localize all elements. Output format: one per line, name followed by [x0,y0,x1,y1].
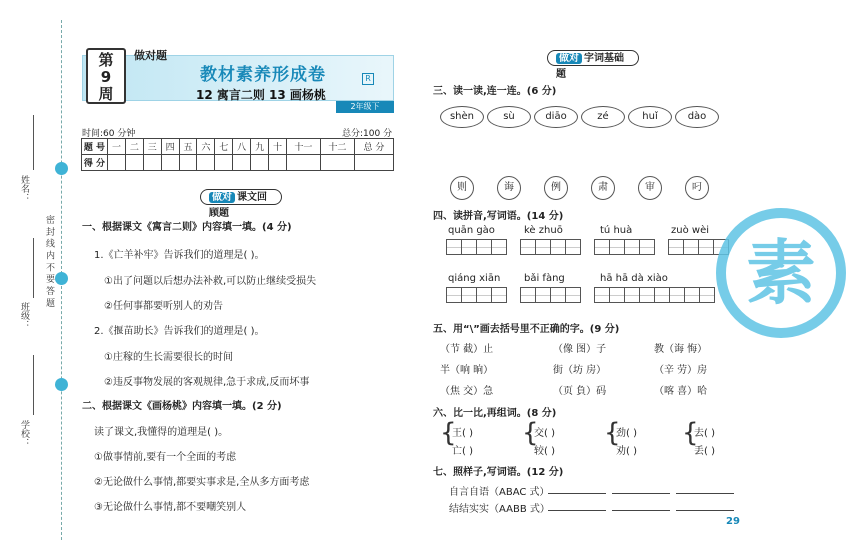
char-circle[interactable]: 例 [544,176,568,200]
pinyin-label: tú huà [600,225,633,236]
seal-text: 密 封 线 内 不 要 答 题 [44,215,54,308]
choice-item[interactable]: （页 負）码 [553,386,607,397]
answer-line[interactable] [548,510,606,511]
pinyin-oval[interactable]: shèn [440,106,484,128]
question-1-1[interactable]: 1.《亡羊补牢》告诉我们的道理是( )。 [94,250,265,261]
binding-hole [55,378,68,391]
table-cell: 一 [108,139,126,155]
choice-item[interactable]: 教（诲 悔） [654,344,708,355]
char-circle[interactable]: 则 [450,176,474,200]
choice-item[interactable]: （辛 劳）房 [654,365,708,376]
table-cell: 九 [251,139,269,155]
brand-logo: 做对题 [134,49,167,62]
option: ①庄稼的生长需要很长的时间 [104,352,233,363]
writing-grid[interactable] [446,287,506,303]
pinyin-oval[interactable]: zé [581,106,625,128]
class-line [33,238,34,298]
school-line [33,355,34,415]
choice-item[interactable]: （焦 交）急 [440,386,494,397]
edition-badge: R [362,73,374,85]
score-input[interactable] [179,155,197,171]
example-aabb: 结结实实（AABB 式） [449,504,550,515]
choice-item[interactable]: （喀 喜）哈 [654,386,708,397]
table-cell: 题 号 [82,139,108,155]
question-1-title: 一、根据课文《寓言二则》内容填一填。(4 分) [82,222,292,233]
table-row [82,155,394,171]
pinyin-label: kè zhuō [524,225,563,236]
pinyin-label: bǎi fàng [524,273,565,284]
writing-grid[interactable] [594,287,714,303]
compare-input[interactable]: 劲( ) [616,428,637,439]
compare-input[interactable]: 去( ) [694,428,715,439]
table-cell: 四 [161,139,179,155]
char-circle[interactable]: 诲 [497,176,521,200]
section-banner-basics: 做对 字词基础题 [547,50,639,66]
pinyin-oval[interactable]: sù [487,106,531,128]
compare-input[interactable]: 王( ) [452,428,473,439]
answer-line[interactable] [612,510,670,511]
answer-line[interactable] [548,493,606,494]
option: ②任何事都要听别人的劝告 [104,301,223,312]
choice-item[interactable]: 半（响 晌） [440,365,494,376]
writing-grid[interactable] [446,239,506,255]
brace: { [682,418,699,448]
score-input[interactable] [161,155,179,171]
table-row [82,139,394,155]
watermark-stamp: 素 [716,208,846,338]
table-cell: 八 [233,139,251,155]
score-input[interactable] [286,155,320,171]
char-circle[interactable]: 肃 [591,176,615,200]
option: ③无论做什么事情,都不要嘲笑别人 [94,502,247,513]
class-label: 班级： [19,302,29,329]
question-2-title: 二、根据课文《画杨桃》内容填一填。(2 分) [82,401,282,412]
page-number: 29 [726,516,740,527]
question-4-title: 四、读拼音,写词语。(14 分) [433,211,564,222]
writing-grid[interactable] [520,239,580,255]
brace: { [604,418,621,448]
binding-hole [55,162,68,175]
compare-input[interactable]: 劝( ) [616,446,637,457]
score-input[interactable] [320,155,354,171]
answer-line[interactable] [676,493,734,494]
score-input[interactable] [197,155,215,171]
table-cell: 十二 [320,139,354,155]
option: ①出了问题以后想办法补救,可以防止继续受损失 [104,276,317,287]
week-badge: 第 9 周 [86,48,126,104]
score-input[interactable] [354,155,393,171]
binding-hole [55,272,68,285]
table-cell: 六 [197,139,215,155]
table-cell: 七 [215,139,233,155]
score-input[interactable] [108,155,126,171]
option: ②违反事物发展的客观规律,急于求成,反而坏事 [104,377,310,388]
pinyin-label: zuò wèi [671,225,709,236]
score-input[interactable] [143,155,161,171]
table-cell: 得 分 [82,155,108,171]
pinyin-label: quān gào [448,225,495,236]
question-3-title: 三、读一读,连一连。(6 分) [433,86,557,97]
writing-grid[interactable] [594,239,654,255]
option: ②无论做什么事情,都要实事求是,全从多方面考虑 [94,477,310,488]
page-title: 教材素养形成卷 [200,65,326,85]
pinyin-label: qiáng xiān [448,273,501,284]
compare-input[interactable]: 较( ) [534,446,555,457]
table-cell: 十 [269,139,287,155]
example-abac: 自言自语（ABAC 式） [449,487,550,498]
school-label: 学校： [19,420,29,447]
table-cell: 二 [125,139,143,155]
score-table [81,138,394,171]
total-info: 总分:100 分 [342,129,393,139]
choice-item[interactable]: （节 截）止 [440,344,494,355]
score-input[interactable] [233,155,251,171]
answer-line[interactable] [676,510,734,511]
pinyin-oval[interactable]: diāo [534,106,578,128]
table-cell: 总 分 [354,139,393,155]
writing-grid[interactable] [520,287,580,303]
score-input[interactable] [251,155,269,171]
choice-item[interactable]: 街（坊 房） [553,365,607,376]
name-label: 姓名： [19,175,29,202]
brace: { [440,418,457,448]
table-cell: 三 [143,139,161,155]
char-circle[interactable]: 审 [638,176,662,200]
page-subtitle: 12 寓言二则 13 画杨桃 [196,88,326,102]
compare-input[interactable]: 丢( ) [694,446,715,457]
question-1-2[interactable]: 2.《揠苗助长》告诉我们的道理是( )。 [94,326,265,337]
char-circle[interactable]: 叼 [685,176,709,200]
time-info: 时间:60 分钟 [82,129,136,139]
choice-item[interactable]: （像 图）子 [553,344,607,355]
question-6-title: 六、比一比,再组词。(8 分) [433,408,557,419]
option: ①做事情前,要有一个全面的考虑 [94,452,237,463]
brace: { [522,418,539,448]
question-2-stem[interactable]: 读了课文,我懂得的道理是( )。 [94,427,229,438]
pinyin-label: hā hā dà xiào [600,273,668,284]
name-line [33,115,34,170]
pinyin-oval[interactable]: huǐ [628,106,672,128]
grade-badge: 2年级下 [336,101,394,113]
compare-input[interactable]: 交( ) [534,428,555,439]
pinyin-oval[interactable]: dào [675,106,719,128]
compare-input[interactable]: 亡( ) [452,446,473,457]
question-7-title: 七、照样子,写词语。(12 分) [433,467,564,478]
table-cell: 五 [179,139,197,155]
question-5-title: 五、用“\”画去括号里不正确的字。(9 分) [433,324,620,335]
score-input[interactable] [215,155,233,171]
section-banner-review: 做对 课文回顾题 [200,189,282,205]
table-cell: 十一 [286,139,320,155]
score-input[interactable] [269,155,287,171]
score-input[interactable] [125,155,143,171]
answer-line[interactable] [612,493,670,494]
